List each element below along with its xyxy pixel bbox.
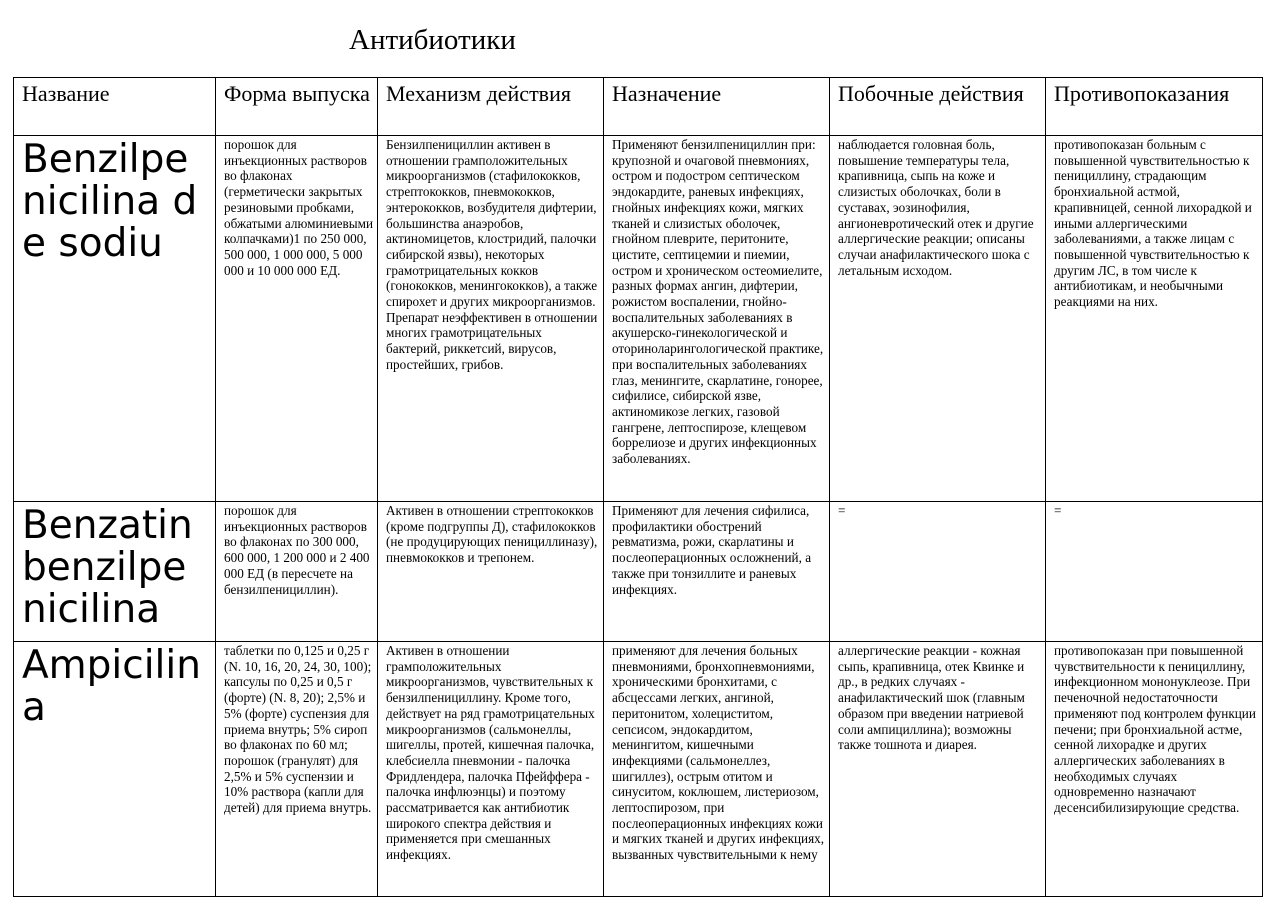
purpose-cell: Применяют для лечения сифилиса, профилактики обострений ревматизма, рожи, скарлатины и послеоперационных осложнений, а также при тонзиллите и раневых инфекциях. — [604, 502, 830, 642]
header-name: Название — [14, 78, 216, 136]
header-purpose: Назначение — [604, 78, 830, 136]
contraindications-cell: противопоказан при повышенной чувствительности к пенициллину, инфекционном мононуклеозе. При печеночной недостаточности применяют под контролем функции печени; при бронхиальной астме, сенной лихорадке и других аллергических заболеваниях в необходимых случаях одновременно назначают десенсибилизирующие средства. — [1046, 642, 1263, 897]
table-row — [14, 502, 1263, 642]
form-cell: порошок для инъекционных растворов во флаконах по 300 000, 600 000, 1 200 000 и 2 400 000 ЕД (в пересчете на бензилпенициллин). — [216, 502, 378, 642]
purpose-cell — [604, 642, 830, 897]
drug-name: Benzilpenicilina de sodiu — [14, 136, 216, 502]
contraindications-cell: противопоказан больным с повышенной чувствительностью к пенициллину, страдающим бронхиальной астмой, крапивницей, сенной лихорадкой и иными аллергическими заболеваниями, а также лицам с повышенной чувствительностью к другим ЛС, в том числе к антибиотикам, и необычными реакциями на них. — [1046, 136, 1263, 502]
mechanism-cell: Активен в отношении стрептококков (кроме подгруппы Д), стафилококков (не продуцирующих пенициллиназу), пневмококков и трепонем. — [378, 502, 604, 642]
header-mechanism: Механизм действия — [378, 78, 604, 136]
form-cell: порошок для инъекционных растворов во флаконах (герметически закрытых резиновыми пробками, обжатыми алюминиевыми колпачками)1 по 250 000, 500 000, 1 000 000, 5 000 000 и 10 000 000 ЕД. — [216, 136, 378, 502]
side-effects-cell: = — [830, 502, 1046, 642]
form-cell: таблетки по 0,125 и 0,25 г (N. 10, 16, 20, 24, 30, 100); капсулы по 0,25 и 0,5 г (форте) (N. 8, 20); 2,5% и 5% (форте) суспензия для приема внутрь; 5% сироп во флаконах по 60 мл; порошок (гранулят) для 2,5% и 5% суспензии и 10% раствора (капли для детей) для приема внутрь. — [216, 642, 378, 897]
document-title: Антибиотики — [349, 24, 516, 56]
table-row — [14, 642, 1263, 897]
side-effects-cell: аллергические реакции - кожная сыпь, крапивница, отек Квинке и др., в редких случаях - анафилактический шок (главным образом при введении натриевой соли ампициллина); возможны также тошнота и диарея. — [830, 642, 1046, 897]
table-row — [14, 136, 1263, 502]
purpose-cell: Применяют бензилпенициллин при: крупозной и очаговой пневмониях, остром и подостром септическом эндокардите, раневых инфекциях, гнойных инфекциях кожи, мягких тканей и слизистых оболочек, гнойном плеврите, перитоните, цистите, септицемии и пиемии, остром и хроническом остеомиелите, разных формах ангин, дифтерии, рожистом воспалении, гнойно-воспалительных заболеваниях в акушерско-гинекологической и оториноларингологической практике, при воспалительных заболеваниях глаз, менингите, скарлатине, гонорее, сифилисе, сибирской язве, актиномикозе легких, газовой гангрене, лептоспирозе, клещевом боррелиозе и других инфекционных заболеваниях. — [604, 136, 830, 502]
mechanism-cell: Активен в отношении грамположительных микроорганизмов, чувствительных к бензилпенициллину. Кроме того, действует на ряд грамотрицательных микроорганизмов (сальмонеллы, шигеллы, протей, кишечная палочка, клебсиелла пневмонии - палочка Фридлендера, палочка Пфейффера - палочка инфлюэнцы) и поэтому рассматривается как антибиотик широкого спектра действия и применяется при смешанных инфекциях. — [378, 642, 604, 897]
contraindications-cell: = — [1046, 502, 1263, 642]
side-effects-cell: наблюдается головная боль, повышение температуры тела, крапивница, сыпь на коже и слизистых оболочках, боли в суставах, эозинофилия, ангионевротический отек и другие аллергические реакции; описаны случаи анафилактического шока с летальным исходом. — [830, 136, 1046, 502]
table-header-row — [14, 78, 1263, 136]
antibiotics-table — [13, 77, 1263, 897]
header-side-effects: Побочные действия — [830, 78, 1046, 136]
purpose-text: применяют для лечения больных пневмониями, бронхопневмониями, хроническими бронхитами, с абсцессами легких, ангиной, перитонитом, холециститом, сепсисом, эндокардитом, менингитом, кишечными инфекциями (сальмонеллез, шигиллез), острым отитом и синуситом, коклюшем, листериозом, лептоспирозом, при послеоперационных инфекциях кожи и мягких тканей и других инфекциях, вызванных чувствительными к нему — [612, 643, 825, 863]
header-contraindications: Противопоказания — [1046, 78, 1263, 136]
header-form: Форма выпуска — [216, 78, 378, 136]
drug-name: Ampicilina — [14, 642, 216, 897]
mechanism-cell: Бензилпенициллин активен в отношении грамположительных микроорганизмов (стафилококков, стрептококков, пневмококков, энтерококков, возбудителя дифтерии, большинства анаэробов, актиномицетов, клостридий, палочки сибирской язвы), некоторых грамотрицательных кокков (гонококков, менингококков), а также спирохет и других микроорганизмов. Препарат неэффективен в отношении многих грамотрицательных бактерий, риккетсий, вирусов, простейших, грибов. — [378, 136, 604, 502]
drug-name: Benzatin benzilpenicilina — [14, 502, 216, 642]
